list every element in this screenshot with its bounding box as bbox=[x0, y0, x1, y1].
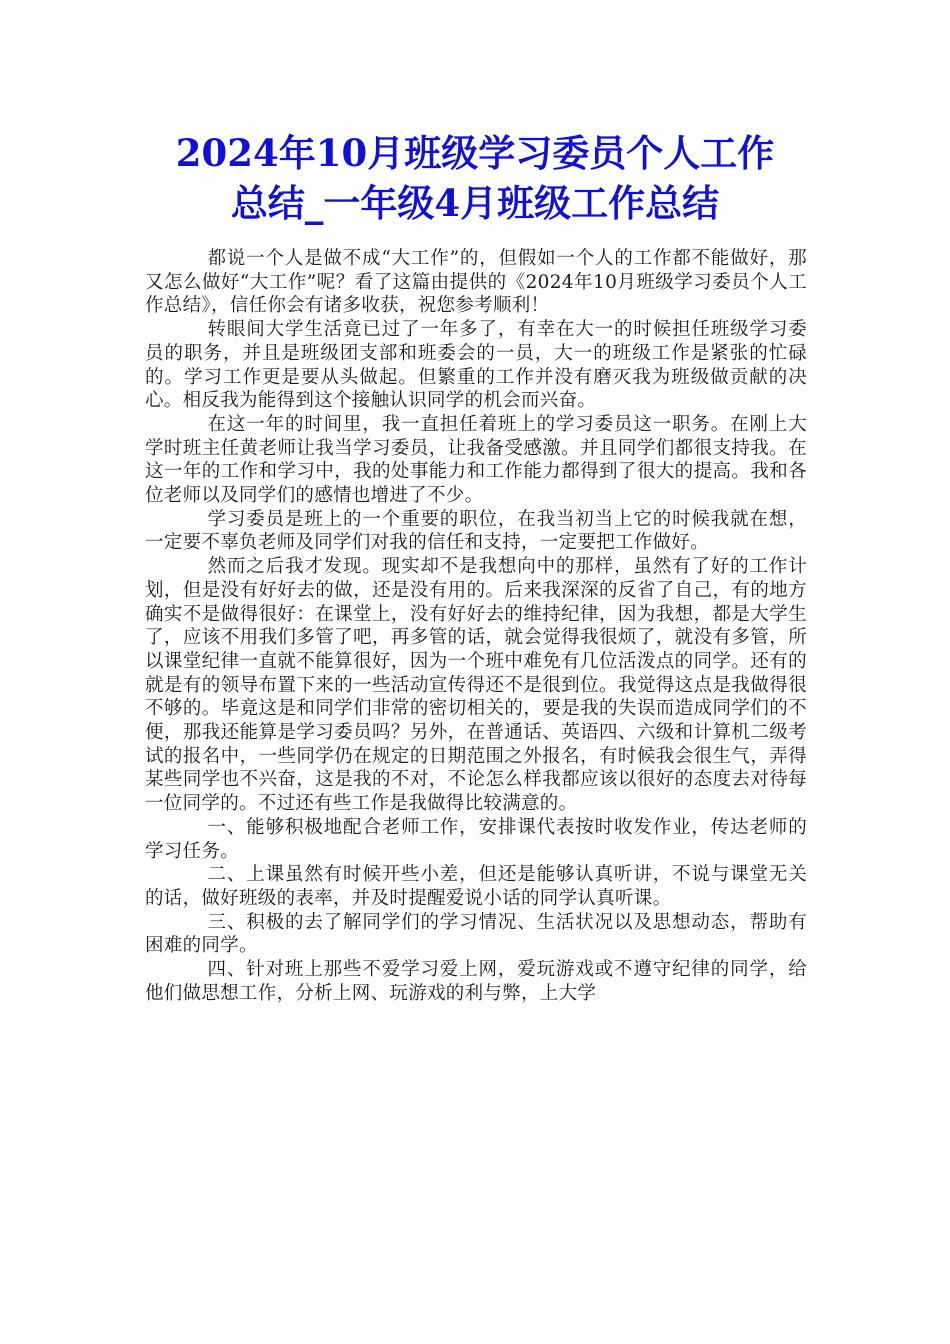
list-item-4: 四、针对班上那些不爱学习爱上网，爱玩游戏或不遵守纪律的同学，给他们做思想工作，分析上网、玩游戏的利与弊，上大学 bbox=[145, 959, 807, 1004]
title-line-2: 总结_一年级4月班级工作总结 bbox=[230, 181, 720, 225]
paragraph-4: 学习委员是班上的一个重要的职位，在我当初当上它的时候我就在想，一定要不辜负老师及同学们对我的信任和支持，一定要把工作做好。 bbox=[145, 508, 807, 554]
document-body bbox=[145, 247, 807, 1006]
paragraph-3: 在这一年的时间里，我一直担任着班上的学习委员这一职务。在刚上大学时班主任黄老师让我当学习委员，让我备受感激。并且同学们都很支持我。在这一年的工作和学习中，我的处事能力和工作能力都得到了很大的提高。我和各位老师以及同学们的感情也增进了不少。 bbox=[145, 413, 807, 507]
title-line-1: 2024年10月班级学习委员个人工作 bbox=[175, 131, 775, 175]
document-title bbox=[120, 128, 830, 228]
list-item-2: 二、上课虽然有时候开些小差，但还是能够认真听讲，不说与课堂无关的话，做好班级的表率，并及时提醒爱说小话的同学认真听课。 bbox=[145, 864, 807, 909]
list-item-1: 一、能够积极地配合老师工作，安排课代表按时收发作业，传达老师的学习任务。 bbox=[145, 816, 807, 862]
paragraph-5: 然而之后我才发现。现实却不是我想向中的那样，虽然有了好的工作计划，但是没有好好去的做，还是没有用的。后来我深深的反省了自己，有的地方确实不是做得很好：在课堂上，没有好好去的维持纪律，因为我想，都是大学生了，应该不用我们多管了吧，再多管的话，就会觉得我很烦了，就没有多管，所以课堂纪律一直就不能算很好，因为一个班中难免有几位活泼点的同学。还有的就是有的领导布置下来的一些活动宣传得还不是很到位。我觉得这点是我做得很不够的。毕竟这是和同学们非常的密切相关的，要是我的失误而造成同学们的不便，那我还能算是学习委员吗？另外，在普通话、英语四、六级和计算机二级考试的报名中，一些同学仍在规定的日期范围之外报名，有时候我会很生气，弄得某些同学也不兴奋，这是我的不对，不论怎么样我都应该以很好的态度去对待每一位同学的。不过还有些工作是我做得比较满意的。 bbox=[145, 556, 807, 815]
list-item-3: 三、积极的去了解同学们的学习情况、生活状况以及思想动态，帮助有困难的同学。 bbox=[145, 911, 807, 957]
paragraph-2: 转眼间大学生活竟已过了一年多了，有幸在大一的时候担任班级学习委员的职务，并且是班级团支部和班委会的一员，大一的班级工作是紧张的忙碌的。学习工作更是要从头做起。但繁重的工作并没有磨灭我为班级做贡献的决心。相反我为能得到这个接触认识同学的机会而兴奋。 bbox=[145, 319, 807, 412]
paragraph-intro: 都说一个人是做不成“大工作”的，但假如一个人的工作都不能做好，那又怎么做好“大工作”呢？看了这篇由提供的《2024年10月班级学习委员个人工作总结》，信任你会有诸多收获，祝您参考顺利！ bbox=[145, 248, 807, 317]
